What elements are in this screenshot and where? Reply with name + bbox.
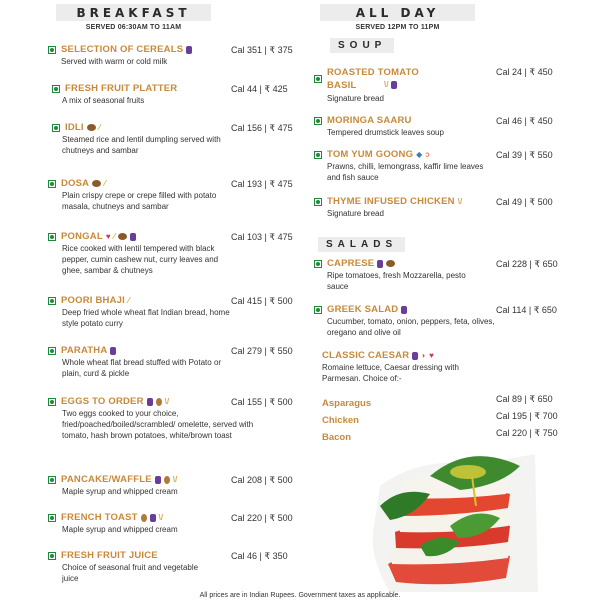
item-price: Cal 156 | ₹ 475 xyxy=(231,123,293,133)
menu-item xyxy=(48,178,306,212)
item-price: Cal 220 | ₹ 500 xyxy=(231,513,293,523)
item-desc: Served with warm or cold milk xyxy=(61,57,168,66)
item-name: THYME INFUSED CHICKEN xyxy=(327,196,455,207)
wheat-icon: ⁄ xyxy=(98,122,101,132)
wheat-icon: \/ xyxy=(158,512,164,522)
item-name: SELECTION OF CEREALS xyxy=(61,44,184,55)
veg-icon xyxy=(52,124,60,132)
item-name: FRESH FRUIT JUICE xyxy=(61,550,158,561)
item-price: Cal 415 | ₹ 500 xyxy=(231,296,293,306)
item-desc: Two eggs cooked to your choice, fried/poached/boiled/scrambled/ omelette, served with tomato, hash brown potatoes, white/brown toast xyxy=(62,409,254,440)
caesar-option xyxy=(322,427,572,445)
item-price: Cal 279 | ₹ 550 xyxy=(231,346,293,356)
dairy-icon xyxy=(391,81,397,89)
menu-item xyxy=(48,474,306,497)
soup-section-title: SOUP xyxy=(330,38,394,53)
item-name: FRESH FRUIT PLATTER xyxy=(65,83,178,94)
veg-icon xyxy=(48,180,56,188)
menu-item xyxy=(314,149,572,183)
item-price: Cal 46 | ₹ 450 xyxy=(496,116,553,126)
veg-icon xyxy=(48,398,56,406)
menu-item xyxy=(52,83,306,106)
menu-item xyxy=(48,345,306,379)
menu-item xyxy=(48,512,306,535)
item-desc: Prawns, chilli, lemongrass, kaffir lime leaves and fish sauce xyxy=(327,162,484,182)
item-desc: Ripe tomatoes, fresh Mozzarella, pesto sauce xyxy=(327,271,466,291)
price-footnote: All prices are in Indian Rupees. Government taxes as applicable. xyxy=(199,592,401,599)
veg-icon xyxy=(48,514,56,522)
menu-item xyxy=(48,231,306,276)
breakfast-column xyxy=(48,0,306,31)
item-name: GREEK SALAD xyxy=(327,304,399,315)
veg-icon xyxy=(314,117,322,125)
caesar-option xyxy=(322,393,572,411)
dairy-icon xyxy=(150,514,156,522)
item-desc: Signature bread xyxy=(327,94,384,103)
menu-item xyxy=(48,550,306,584)
item-name: IDLI xyxy=(65,122,84,133)
item-desc: Whole wheat flat bread stuffed with Potato or plain, curd & pickle xyxy=(62,358,222,378)
item-name: PONGAL xyxy=(61,231,103,242)
menu-item xyxy=(48,396,306,441)
menu-item xyxy=(314,196,572,219)
wheat-icon: \/ xyxy=(384,80,389,89)
item-desc: Rice cooked with lentil tempered with black pepper, cumin cashew nut, curry leaves and ghee, sambar & chutneys xyxy=(62,244,219,275)
menu-item xyxy=(52,122,306,156)
caprese-salad-photo xyxy=(360,446,538,592)
veg-icon xyxy=(48,347,56,355)
wheat-icon: ⁄ xyxy=(127,295,130,305)
wheat-icon: \/ xyxy=(164,396,170,406)
veg-icon xyxy=(48,552,56,560)
wheat-icon: \/ xyxy=(457,196,463,206)
item-name: MORINGA SAARU xyxy=(327,115,412,126)
item-price: Cal 193 | ₹ 475 xyxy=(231,179,293,189)
item-price: Cal 49 | ₹ 500 xyxy=(496,197,553,207)
wheat-icon: ⁄ xyxy=(113,231,115,241)
option-price: Cal 220 | ₹ 750 xyxy=(496,428,558,438)
item-name: POORI BHAJI xyxy=(61,295,125,306)
item-desc: Cucumber, tomato, onion, peppers, feta, olives, oregano and olive oil xyxy=(327,317,495,337)
heart-icon: ♥ xyxy=(429,350,434,360)
veg-icon xyxy=(48,46,56,54)
item-price: Cal 24 | ₹ 450 xyxy=(496,67,553,77)
item-desc: Signature bread xyxy=(327,209,384,218)
item-price: Cal 351 | ₹ 375 xyxy=(231,45,293,55)
nut-icon xyxy=(87,124,96,131)
item-desc: Choice of seasonal fruit and vegetable juice xyxy=(62,563,199,583)
breakfast-served-time: SERVED 06:30AM TO 11AM xyxy=(85,24,182,31)
veg-icon xyxy=(314,306,322,314)
breakfast-title: BREAKFAST xyxy=(56,4,211,21)
veg-icon xyxy=(48,297,56,305)
heart-icon: ♥ xyxy=(105,231,111,241)
dairy-icon xyxy=(155,476,161,484)
dairy-icon xyxy=(186,46,192,54)
dairy-icon xyxy=(401,306,407,314)
option-name: Bacon xyxy=(322,432,352,443)
item-name: ROASTED TOMATO BASIL xyxy=(327,67,419,91)
item-desc: Deep fried whole wheat flat Indian bread, home style potato curry xyxy=(62,308,230,328)
veg-icon xyxy=(48,476,56,484)
item-price: Cal 39 | ₹ 550 xyxy=(496,150,553,160)
item-price: Cal 103 | ₹ 475 xyxy=(231,232,293,242)
item-name: CLASSIC CAESAR xyxy=(322,350,410,361)
veg-icon xyxy=(52,85,60,93)
caesar-option xyxy=(322,410,572,428)
egg-icon xyxy=(156,398,162,406)
item-name: PANCAKE/WAFFLE xyxy=(61,474,152,485)
dairy-icon xyxy=(110,347,116,355)
menu-item xyxy=(314,304,572,338)
item-desc: Maple syrup and whipped cream xyxy=(62,487,178,496)
menu-item xyxy=(314,258,572,292)
item-price: Cal 155 | ₹ 500 xyxy=(231,397,293,407)
veg-icon xyxy=(48,233,56,241)
nut-icon xyxy=(118,233,127,240)
dairy-icon xyxy=(412,352,418,360)
shrimp-icon: ɔ xyxy=(425,149,430,159)
item-name: FRENCH TOAST xyxy=(61,512,138,523)
item-desc: Romaine lettuce, Caesar dressing with Parmesan. Choice of:- xyxy=(322,363,459,383)
dairy-icon xyxy=(130,233,136,241)
menu-item xyxy=(314,66,572,104)
item-name: TOM YUM GOONG xyxy=(327,149,414,160)
dairy-icon xyxy=(147,398,153,406)
allday-column xyxy=(312,0,568,31)
item-price: Cal 114 | ₹ 650 xyxy=(496,305,557,315)
menu-item xyxy=(48,295,306,329)
item-price: Cal 208 | ₹ 500 xyxy=(231,475,293,485)
menu-item xyxy=(48,44,306,67)
veg-icon xyxy=(314,75,322,83)
wheat-icon: \/ xyxy=(172,474,178,484)
dairy-icon xyxy=(377,260,383,268)
fish-icon: ◗ xyxy=(421,350,427,360)
allday-served-time: SERVED 12PM TO 11PM xyxy=(355,24,440,31)
menu-item xyxy=(314,115,572,138)
option-price: Cal 89 | ₹ 650 xyxy=(496,394,553,404)
item-desc: A mix of seasonal fruits xyxy=(62,96,145,105)
item-price: Cal 44 | ₹ 425 xyxy=(231,84,288,94)
fish-icon: ◆ xyxy=(416,149,423,159)
item-price: Cal 46 | ₹ 350 xyxy=(231,551,288,561)
veg-icon xyxy=(314,260,322,268)
nut-icon xyxy=(92,180,101,187)
allday-title: ALL DAY xyxy=(320,4,475,21)
veg-icon xyxy=(314,151,322,159)
option-price: Cal 195 | ₹ 700 xyxy=(496,411,558,421)
egg-icon xyxy=(164,476,170,484)
item-desc: Plain crispy crepe or crepe filled with potato masala, chutneys and sambar xyxy=(62,191,217,211)
veg-icon xyxy=(314,198,322,206)
item-desc: Tempered drumstick leaves soup xyxy=(327,128,444,137)
item-desc: Steamed rice and lentil dumpling served with chutneys and sambar xyxy=(62,135,221,155)
item-desc: Maple syrup and whipped cream xyxy=(62,525,178,534)
egg-icon xyxy=(141,514,147,522)
salads-section-title: SALADS xyxy=(318,237,405,252)
option-name: Asparagus xyxy=(322,398,372,409)
item-name: DOSA xyxy=(61,178,90,189)
menu-item xyxy=(322,350,572,384)
item-name: EGGS TO ORDER xyxy=(61,396,144,407)
item-price: Cal 228 | ₹ 650 xyxy=(496,259,558,269)
wheat-icon: ⁄ xyxy=(104,178,106,188)
option-name: Chicken xyxy=(322,415,359,426)
nut-icon xyxy=(386,260,395,267)
item-name: PARATHA xyxy=(61,345,108,356)
item-name: CAPRESE xyxy=(327,258,375,269)
